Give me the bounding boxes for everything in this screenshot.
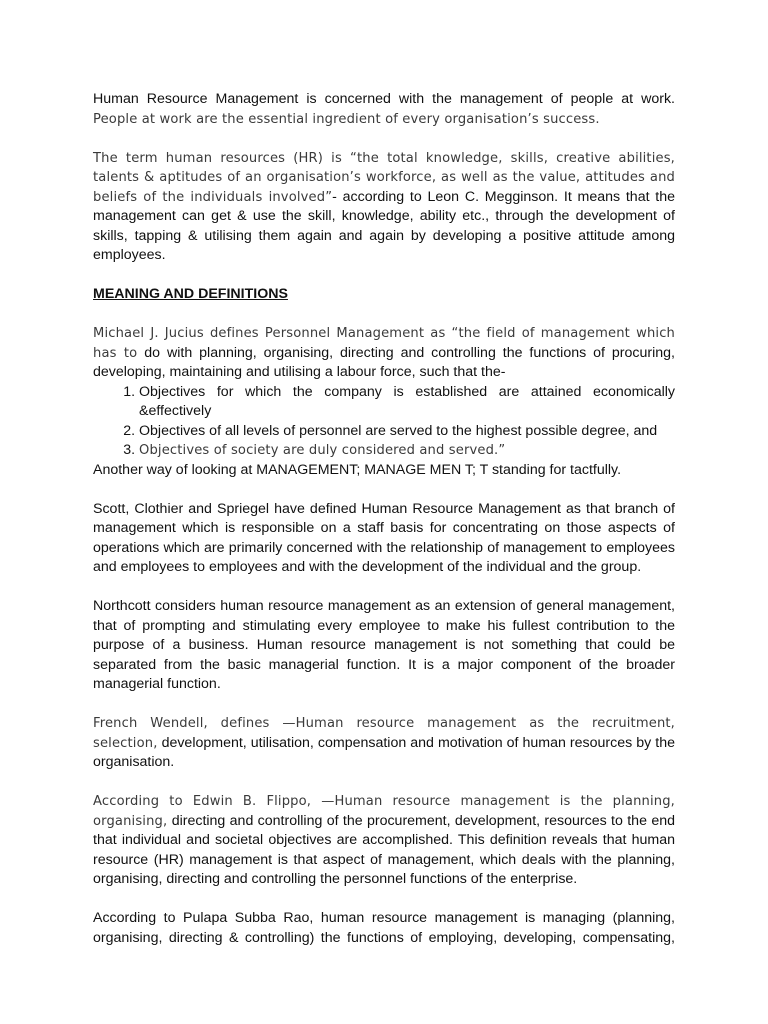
list-item (139, 441, 675, 461)
list-item-text: Objectives of all levels of personnel are served to the highest possible degree, and (139, 422, 658, 439)
flippo-paragraph (93, 792, 675, 890)
objectives-list (93, 383, 675, 461)
wendell-definition-start: French Wendell, defines —Human resource management as the recruitment, selection, (93, 716, 675, 751)
list-item-text: Objectives of society are duly considered and served.” (139, 443, 506, 458)
jucius-definition-rest: do with planning, organising, directing and controlling the functions of procuring, developing, maintaining and utilising a labour force, such that the- (93, 344, 675, 380)
list-item-text: Objectives for which the company is established are attained economically &effectively (139, 383, 675, 419)
tactfully-paragraph: Another way of looking at MANAGEMENT; MANAGE MEN T; T standing for tactfully. (93, 461, 622, 478)
jucius-paragraph (93, 324, 675, 383)
wendell-paragraph (93, 714, 675, 773)
intro-line-2: People at work are the essential ingredient of every organisation’s success. (93, 111, 600, 127)
section-heading: MEANING AND DEFINITIONS (93, 286, 288, 302)
hr-term-explanation: - according to Leon C. Megginson. It means that the management can get & use the skill, knowledge, ability etc., through the development of skills, tapping & utilising them again and again by developing a positive attitude among employees. (93, 188, 676, 263)
subba-rao-paragraph: According to Pulapa Subba Rao, human resource management is managing (planning, organising, directing & controlling) the functions of employing, developing, compensating, (93, 910, 675, 946)
list-item (139, 422, 675, 442)
intro-paragraph (93, 90, 675, 129)
scott-paragraph: Scott, Clothier and Spriegel have defined Human Resource Management as that branch of management which is responsible on a staff basis for concentrating on those aspects of operations which are primarily concerned with the relationship of management to employees and employees to employees and with the development of the individual and the group. (93, 500, 675, 575)
wendell-definition-rest: development, utilisation, compensation and motivation of human resources by the organisation. (93, 734, 675, 770)
jucius-definition-start: Michael J. Jucius defines Personnel Management as “the field of management which has to (93, 326, 675, 361)
northcott-paragraph: Northcott considers human resource management as an extension of general management, that of prompting and stimulating every employee to make his fullest contribution to the purpose of a business. Human resource management is not something that could be separated from the basic managerial function. It is a major component of the broader managerial function. (93, 598, 675, 692)
hr-term-quote: The term human resources (HR) is “the total knowledge, skills, creative abilities, talents & aptitudes of an organisation’s workforce, as well as the value, attitudes and beliefs of the individuals involved” (93, 150, 675, 205)
hr-term-paragraph (93, 149, 675, 266)
flippo-definition-rest: directing and controlling of the procurement, development, resources to the end that individual and societal objectives are accomplished. This definition reveals that human resource (HR) management is that aspect of management, which deals with the planning, organising, directing and controlling the personnel functions of the enterprise. (93, 812, 675, 887)
intro-line-1: Human Resource Management is concerned with the management of people at work. (93, 91, 675, 107)
list-item (139, 383, 675, 422)
flippo-definition-start: According to Edwin B. Flippo, —Human resource management is the planning, organising, (93, 794, 675, 829)
